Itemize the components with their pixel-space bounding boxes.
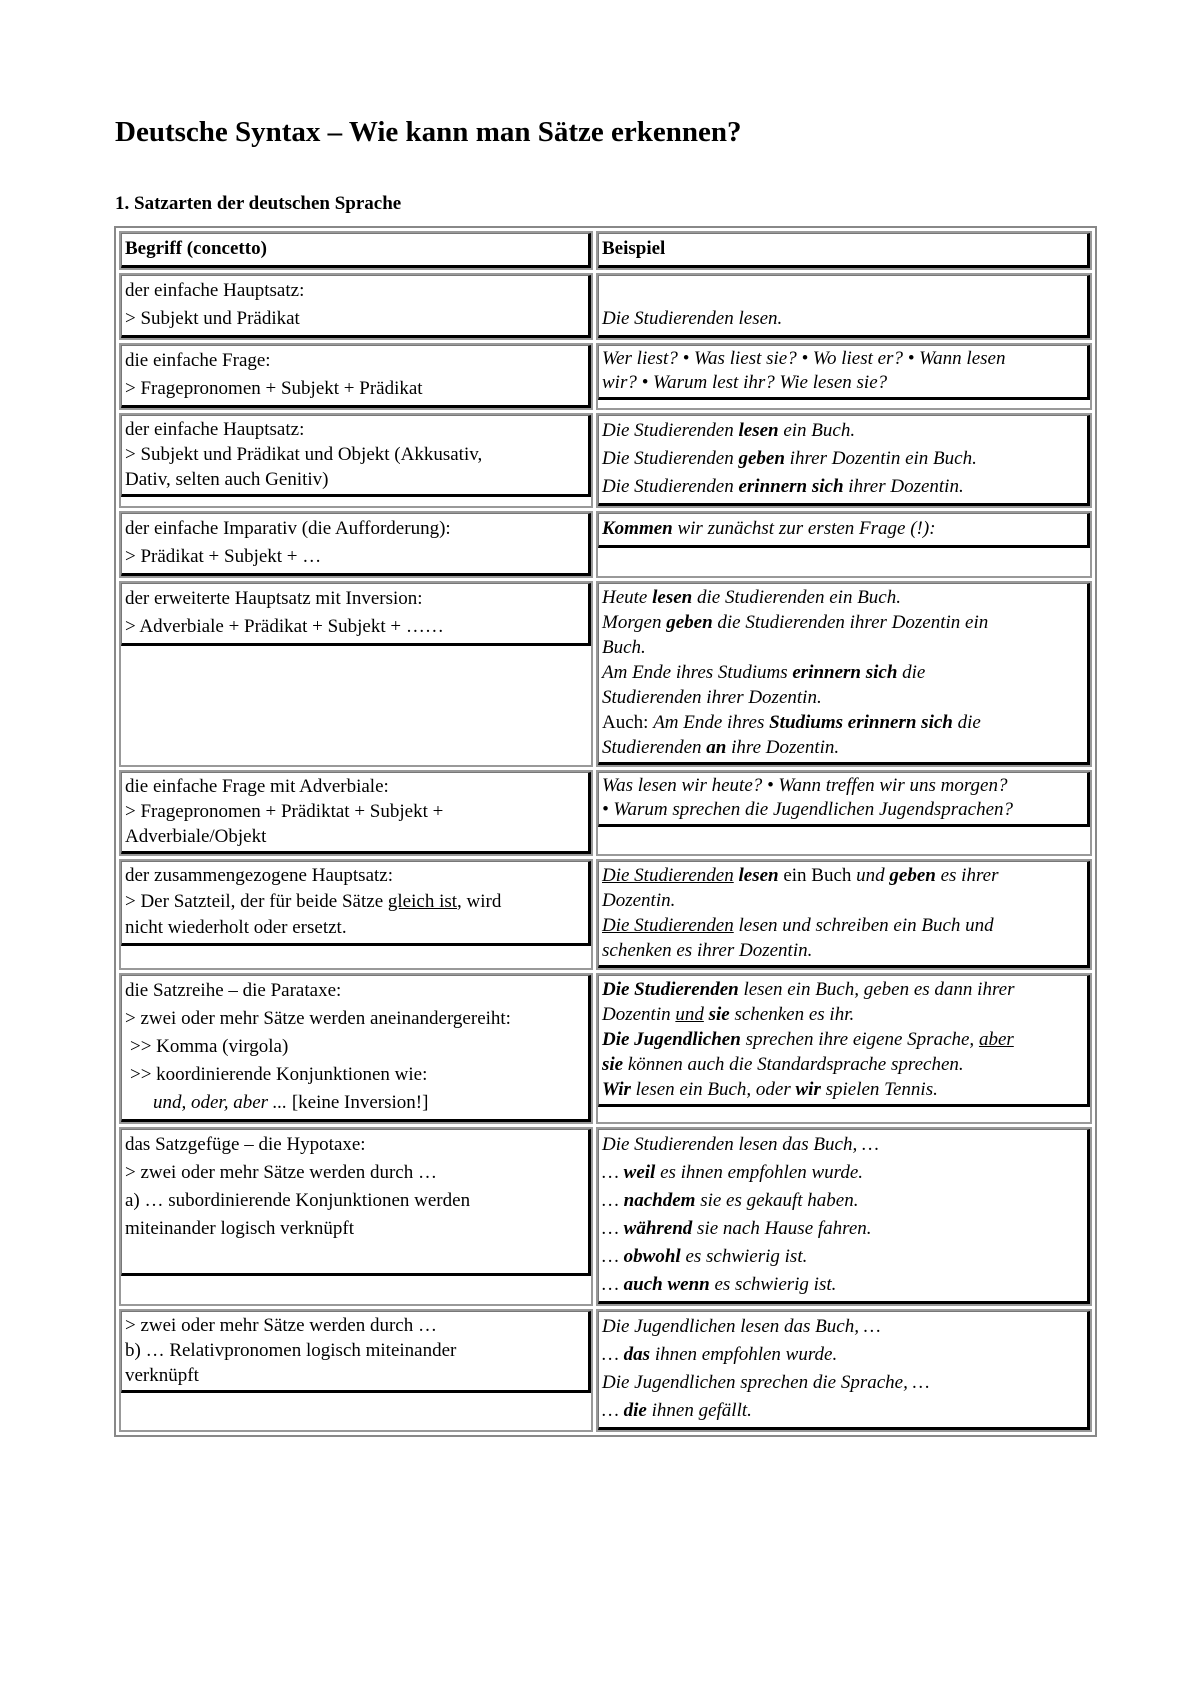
example-line: Die Jugendlichen lesen das Buch, …: [602, 1316, 881, 1337]
concept-line: der einfache Hauptsatz:: [125, 419, 305, 440]
example-line: … das ihnen empfohlen wurde.: [602, 1344, 838, 1365]
example-line: Wer liest? • Was liest sie? • Wo liest er? • Wann lesen: [602, 348, 1006, 369]
concept-cell: [121, 415, 591, 497]
concept-cell: [121, 975, 591, 1122]
table-row: [119, 859, 1092, 970]
example-line: wir? • Warum lest ihr? Wie lesen sie?: [602, 372, 888, 393]
concept-cell: [121, 513, 591, 576]
example-cell: [598, 513, 1090, 548]
concept-line: und, oder, aber ... [keine Inversion!]: [153, 1092, 429, 1113]
concept-line: > zwei oder mehr Sätze werden aneinandergereiht:: [125, 1008, 511, 1029]
example-line: Am Ende ihres Studiums erinnern sich die Studierenden ihrer Dozentin.: [602, 662, 926, 708]
concept-line: miteinander logisch verknüpft: [125, 1218, 354, 1239]
section-heading: 1. Satzarten der deutschen Sprache: [115, 193, 402, 214]
concept-line: die einfache Frage:: [125, 350, 271, 371]
concept-line: > Adverbiale + Prädikat + Subjekt + ……: [125, 616, 444, 637]
example-cell: [598, 1311, 1090, 1430]
concept-cell: [121, 772, 591, 854]
example-line: Die Studierenden erinnern sich ihrer Dozentin.: [602, 476, 964, 497]
concept-cell: [121, 345, 591, 408]
concept-line: die einfache Frage mit Adverbiale:: [125, 776, 389, 797]
concept-line: verknüpft: [125, 1365, 199, 1386]
example-line: … auch wenn es schwierig ist.: [602, 1274, 837, 1295]
example-line: Morgen geben die Studierenden ihrer Dozentin ein Buch.: [602, 612, 989, 658]
concept-line: die Satzreihe – die Parataxe:: [125, 980, 342, 1001]
example-line: Wir lesen ein Buch, oder wir spielen Tennis.: [602, 1079, 938, 1100]
concept-line: > Fragepronomen + Subjekt + Prädikat: [125, 378, 423, 399]
example-cell: [598, 975, 1090, 1107]
concept-line: > Fragepronomen + Prädiktat + Subjekt +: [125, 801, 444, 822]
example-cell: [598, 345, 1090, 400]
concept-line: > Prädikat + Subjekt + …: [125, 546, 322, 567]
example-line: Die Studierenden geben ihrer Dozentin ein Buch.: [602, 448, 977, 469]
table-row: [119, 511, 1092, 578]
example-line: … obwohl es schwierig ist.: [602, 1246, 808, 1267]
example-line: Die Studierenden lesen ein Buch und geben es ihrer Dozentin.: [602, 865, 999, 911]
example-line: … nachdem sie es gekauft haben.: [602, 1190, 859, 1211]
header-begriff: Begriff (concetto): [121, 233, 591, 268]
concept-line: > zwei oder mehr Sätze werden durch …: [125, 1315, 437, 1336]
syntax-table: [114, 226, 1097, 1437]
concept-line: > Subjekt und Prädikat und Objekt (Akkusativ,: [125, 444, 483, 465]
example-cell: [598, 772, 1090, 827]
example-line: Die Jugendlichen sprechen ihre eigene Sprache, aber sie können auch die Standardsprache sprechen.: [602, 1029, 1014, 1075]
example-cell: [598, 583, 1090, 765]
example-line: Die Studierenden lesen.: [602, 308, 783, 329]
example-line: Auch: Am Ende ihres Studiums erinnern sich die Studierenden an ihre Dozentin.: [602, 712, 981, 758]
concept-line: > Subjekt und Prädikat: [125, 308, 300, 329]
example-line: Die Studierenden lesen ein Buch.: [602, 420, 856, 441]
table-row: [119, 273, 1092, 340]
example-line: Die Jugendlichen sprechen die Sprache, …: [602, 1372, 930, 1393]
concept-line: der einfache Hauptsatz:: [125, 280, 305, 301]
table-row: [119, 770, 1092, 856]
example-line: Die Studierenden lesen und schreiben ein Buch und schenken es ihrer Dozentin.: [602, 915, 994, 961]
table-row: [119, 973, 1092, 1124]
table-row: [119, 343, 1092, 410]
example-line: … weil es ihnen empfohlen wurde.: [602, 1162, 864, 1183]
example-line: Kommen wir zunächst zur ersten Frage (!):: [602, 518, 936, 539]
concept-line: a) … subordinierende Konjunktionen werden: [125, 1190, 471, 1211]
example-line: Die Studierenden lesen ein Buch, geben es dann ihrer Dozentin und sie schenken es ihr.: [602, 979, 1015, 1025]
concept-line: das Satzgefüge – die Hypotaxe:: [125, 1134, 366, 1155]
example-line: Heute lesen die Studierenden ein Buch.: [602, 587, 901, 608]
concept-line: > zwei oder mehr Sätze werden durch …: [125, 1162, 437, 1183]
table-header-row: [119, 231, 1092, 270]
concept-line: Dativ, selten auch Genitiv): [125, 469, 329, 490]
concept-line: nicht wiederholt oder ersetzt.: [125, 917, 347, 938]
example-line: Die Studierenden lesen das Buch, …: [602, 1134, 879, 1155]
example-line: Was lesen wir heute? • Wann treffen wir uns morgen?: [602, 775, 1008, 796]
concept-line: b) … Relativpronomen logisch miteinander: [125, 1340, 457, 1361]
concept-cell: [121, 583, 591, 646]
concept-cell: [121, 1311, 591, 1393]
table-row: [119, 1127, 1092, 1306]
table-row: [119, 413, 1092, 508]
concept-line: >> koordinierende Konjunktionen wie:: [130, 1064, 428, 1085]
concept-line: der erweiterte Hauptsatz mit Inversion:: [125, 588, 423, 609]
concept-line: der zusammengezogene Hauptsatz:: [125, 865, 393, 886]
table-row: [119, 581, 1092, 767]
table-row: [119, 1309, 1092, 1432]
example-line: … während sie nach Hause fahren.: [602, 1218, 872, 1239]
example-line: • Warum sprechen die Jugendlichen Jugendsprachen?: [602, 799, 1014, 820]
header-beispiel: Beispiel: [598, 233, 1090, 268]
example-cell: [598, 415, 1090, 506]
example-cell: [598, 861, 1090, 968]
example-line: … die ihnen gefällt.: [602, 1400, 752, 1421]
concept-cell: [121, 275, 591, 338]
concept-line: >> Komma (virgola): [130, 1036, 289, 1057]
concept-cell: [121, 861, 591, 946]
example-cell: [598, 1129, 1090, 1304]
example-cell: [598, 275, 1090, 338]
concept-line: > Der Satzteil, der für beide Sätze gleich ist, wird: [125, 891, 502, 912]
concept-line: der einfache Imparativ (die Aufforderung):: [125, 518, 451, 539]
concept-cell: [121, 1129, 591, 1276]
concept-line: Adverbiale/Objekt: [125, 826, 267, 847]
page-title: Deutsche Syntax – Wie kann man Sätze erkennen?: [115, 116, 742, 148]
